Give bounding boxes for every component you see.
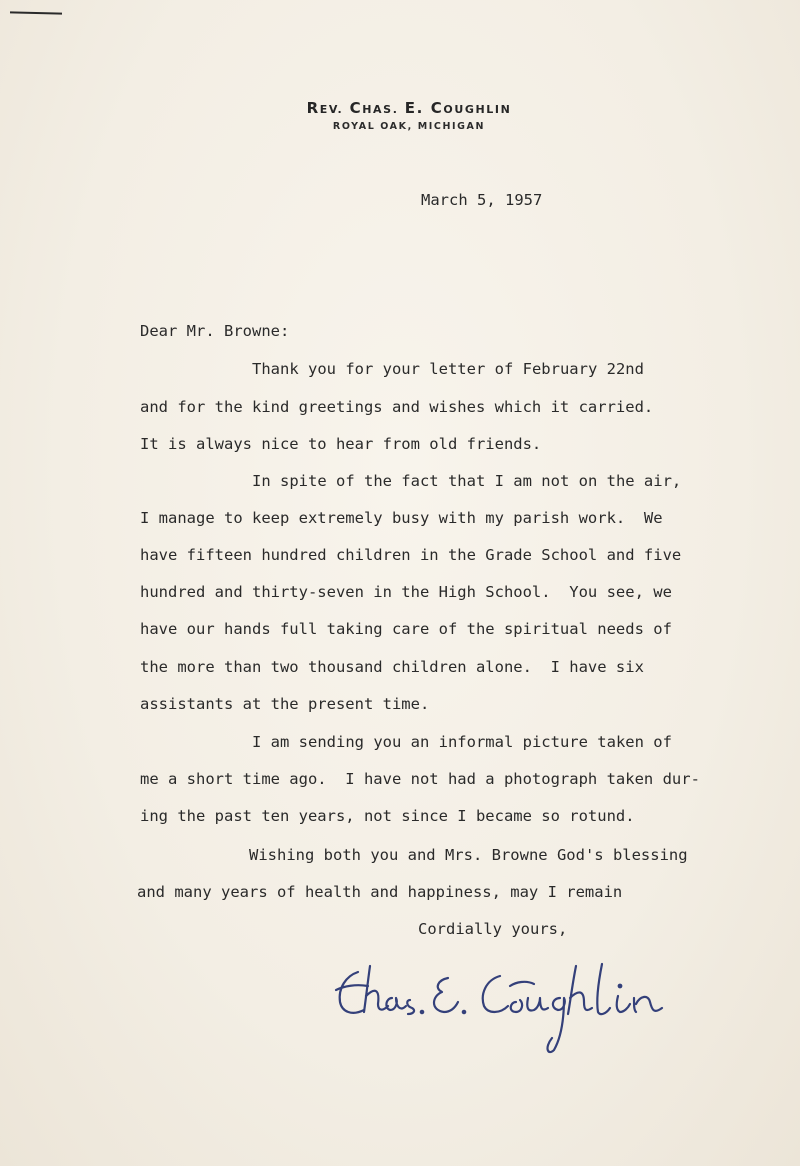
body-line: the more than two thousand children alone. I have six — [140, 658, 644, 676]
body-line: have our hands full taking care of the spiritual needs of — [140, 620, 672, 638]
body-line: Wishing both you and Mrs. Browne God's blessing — [249, 846, 688, 864]
body-line: Thank you for your letter of February 22nd — [252, 360, 644, 378]
body-line: hundred and thirty-seven in the High School. You see, we — [140, 583, 672, 601]
body-line: assistants at the present time. — [140, 695, 430, 713]
body-line: and many years of health and happiness, may I remain — [137, 883, 623, 901]
body-line: In spite of the fact that I am not on the air, — [252, 472, 682, 490]
body-line: It is always nice to hear from old friends. — [140, 435, 542, 453]
body-line: have fifteen hundred children in the Grade School and five — [140, 546, 682, 564]
body-line: and for the kind greetings and wishes which it carried. — [140, 398, 654, 416]
body-line: I manage to keep extremely busy with my parish work. We — [140, 509, 663, 527]
closing: Cordially yours, — [418, 920, 568, 938]
body-line: I am sending you an informal picture taken of — [252, 733, 672, 751]
letterhead-name: REV. CHAS. E. COUGHLIN — [306, 99, 512, 117]
body-line: ing the past ten years, not since I became so rotund. — [140, 807, 635, 825]
salutation: Dear Mr. Browne: — [140, 322, 290, 340]
pencil-mark — [10, 11, 62, 14]
letter-date: March 5, 1957 — [421, 191, 543, 209]
letterhead-place: ROYAL OAK, MICHIGAN — [332, 121, 486, 132]
body-line: me a short time ago. I have not had a photograph taken dur- — [140, 770, 700, 788]
handwritten-signature — [330, 958, 700, 1058]
